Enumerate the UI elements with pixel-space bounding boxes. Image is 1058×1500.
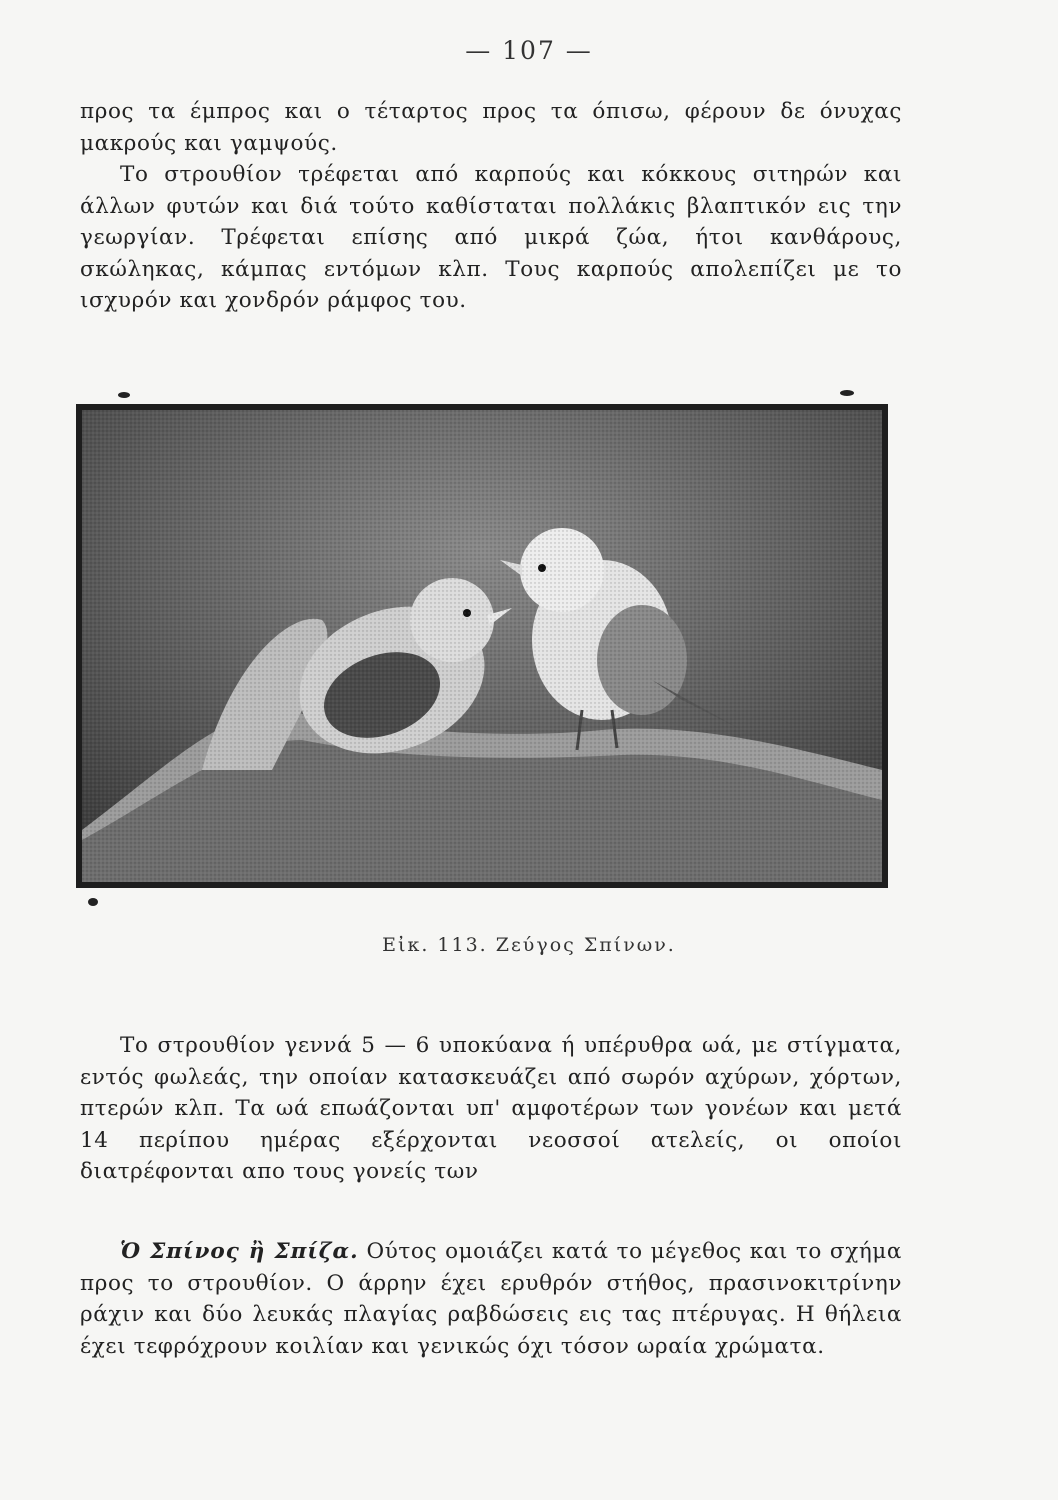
print-speck <box>840 390 854 396</box>
paragraph-continuation-text: προς τα έμπρος και ο τέταρτος προς τα όπισω, φέρουν δε όνυχας μακρούς και γαμψούς. <box>80 99 902 156</box>
paragraph-sparrow-feeding <box>80 96 902 317</box>
print-speck <box>88 898 98 906</box>
figure-caption: Εἰκ. 113. Ζεύγος Σπίνων. <box>382 934 676 956</box>
paragraph-feeding-text: Το στρουθίον τρέφεται από καρπούς και κόκκους σιτηρών και άλλων φυτών και διά τούτο καθίσταται πολλάκις βλαπτικόν εις την γεωργίαν. Τρέφεται επίσης από μικρά ζώα, ήτοι κανθάρους, σκώληκας, κάμπας εντόμων κλπ. Τους καρπούς απολεπίζει με το ισχυρόν και χονδρόν ράμφος του. <box>80 162 902 313</box>
section-title-finch: Ὁ Σπίνος ἢ Σπίζα. <box>120 1239 359 1264</box>
print-speck <box>118 392 130 398</box>
figure-photo-finches <box>76 404 888 888</box>
paragraph-finch-text: Ούτος ομοιάζει κατά το μέγεθος και το σχήμα προς το στρουθίον. Ο άρρην έχει ερυθρόν στήθος, πρασινοκιτρίνην ράχιν και δύο λευκάς πλαγίας ραβδώσεις εις τας πτέρυγας. Η θήλεια έχει τεφρόχρουν κοιλίαν και γενικώς όχι τόσον ωραία χρώματα. <box>80 1239 902 1359</box>
page-number: — 107 — <box>465 36 593 65</box>
paragraph-sparrow-eggs <box>80 1030 902 1188</box>
finch-pair-illustration <box>82 410 882 882</box>
paragraph-finch <box>80 1236 902 1362</box>
paragraph-eggs-text: Το στρουθίον γεννά 5 — 6 υποκύανα ή υπέρυθρα ωά, με στίγματα, εντός φωλεάς, την οποίαν κατασκευάζει από σωρόν αχύρων, χόρτων, πτερών κλπ. Τα ωά επωάζονται υπ' αμφοτέρων των γονέων και μετά 14 περίπου ημέρας εξέρχονται νεοσσοί ατελείς, οι οποίοι διατρέφονται απο τους γονείς των <box>80 1033 902 1184</box>
